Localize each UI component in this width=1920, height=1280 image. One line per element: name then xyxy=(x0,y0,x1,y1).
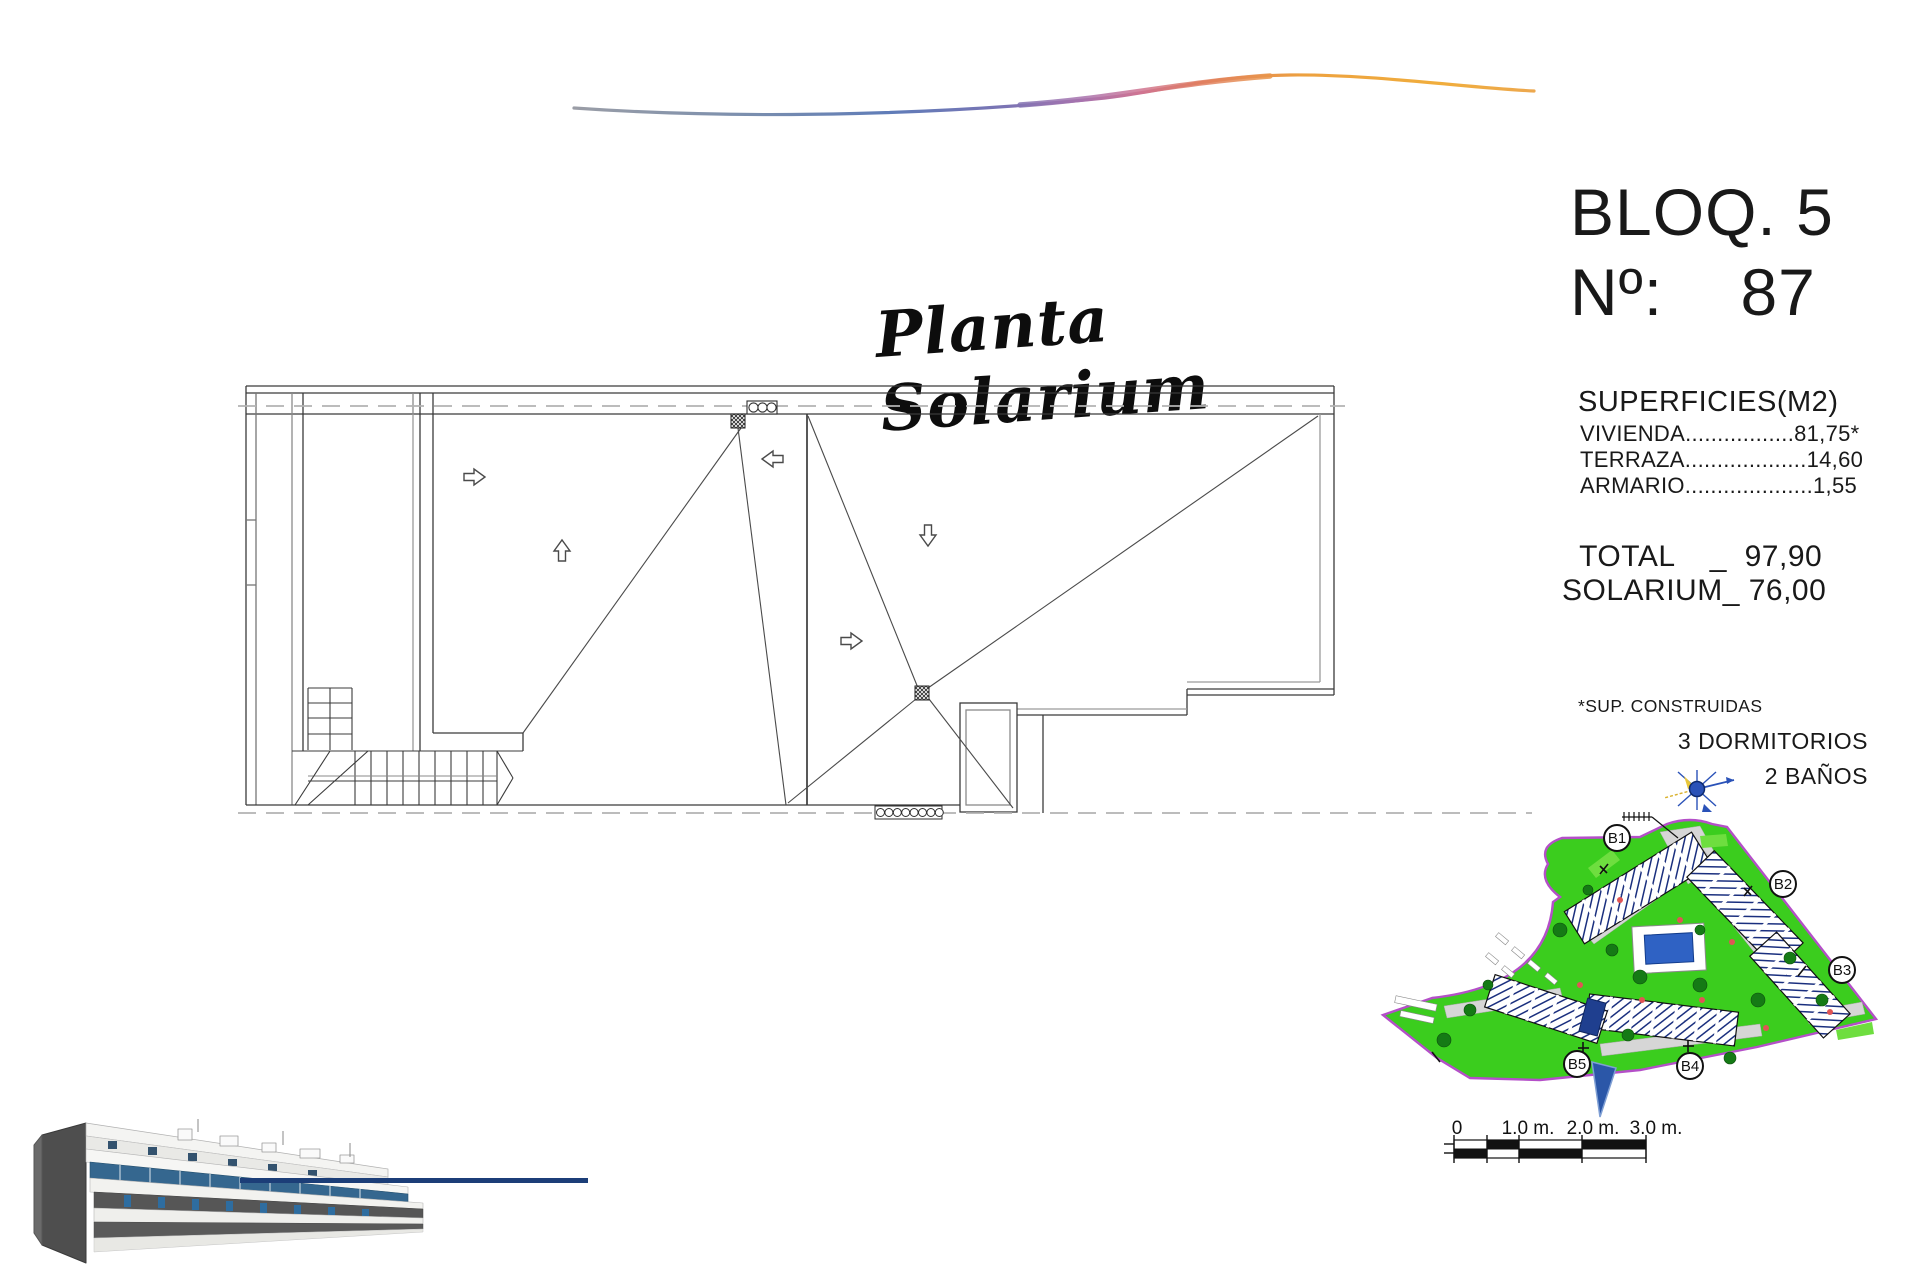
surfaces-table xyxy=(1580,421,1863,499)
bedrooms-label: 3 DORMITORIOS xyxy=(1677,728,1868,754)
building-3d-render xyxy=(28,1105,608,1277)
site-map xyxy=(1372,770,1888,1122)
scale-label-0: 0 xyxy=(1451,1118,1463,1139)
blue-accent-line xyxy=(240,1178,588,1183)
reference-dashed-lines xyxy=(238,406,1532,813)
block-label-b1: B1 xyxy=(1607,830,1627,847)
solarium-line: SOLARIUM_ 76,00 xyxy=(1562,574,1827,607)
vent-pipes-icon xyxy=(747,401,777,414)
surface-row-terraza: TERRAZA...................14,60 xyxy=(1580,447,1864,472)
stairs xyxy=(292,688,523,805)
decorative-swoosh xyxy=(560,50,1550,135)
drawing-title: Planta Solarium xyxy=(872,281,1213,446)
scale-label-2m: 2.0 m. xyxy=(1566,1118,1620,1139)
constructed-surfaces-footnote: *SUP. CONSTRUIDAS xyxy=(1578,696,1763,716)
total-line: TOTAL _ 97,90 xyxy=(1562,540,1823,573)
surface-row-armario: ARMARIO....................1,55 xyxy=(1580,473,1858,498)
scale-label-3m: 3.0 m. xyxy=(1629,1118,1683,1139)
compass-icon xyxy=(1664,770,1734,812)
surfaces-heading: SUPERFICIES(M2) xyxy=(1578,386,1839,418)
scale-bar xyxy=(1436,1106,1696,1172)
bathrooms-label: 2 BAÑOS xyxy=(1764,763,1868,789)
scale-label-1m: 1.0 m. xyxy=(1501,1118,1555,1139)
roof-drain-icon xyxy=(915,686,929,700)
block-label: BLOQ. 5 xyxy=(1570,175,1834,249)
vent-row-icon xyxy=(875,806,943,819)
slope-arrows xyxy=(464,451,936,649)
scale-bar-blocks xyxy=(1444,1135,1646,1163)
block-label-b5: B5 xyxy=(1567,1056,1587,1073)
roof-drain-icon xyxy=(731,414,745,428)
unit-number: Nº: 87 xyxy=(1570,255,1816,329)
roof-ridge-lines xyxy=(523,416,1318,808)
block-label-b2: B2 xyxy=(1773,876,1793,893)
surface-row-vivienda: VIVIENDA.................81,75* xyxy=(1580,421,1860,446)
block-label-b4: B4 xyxy=(1680,1058,1700,1075)
totals-block xyxy=(1562,540,1826,608)
roof-outline xyxy=(246,386,1334,813)
block-label-b3: B3 xyxy=(1832,962,1852,979)
floor-plan-drawing xyxy=(238,377,1545,830)
